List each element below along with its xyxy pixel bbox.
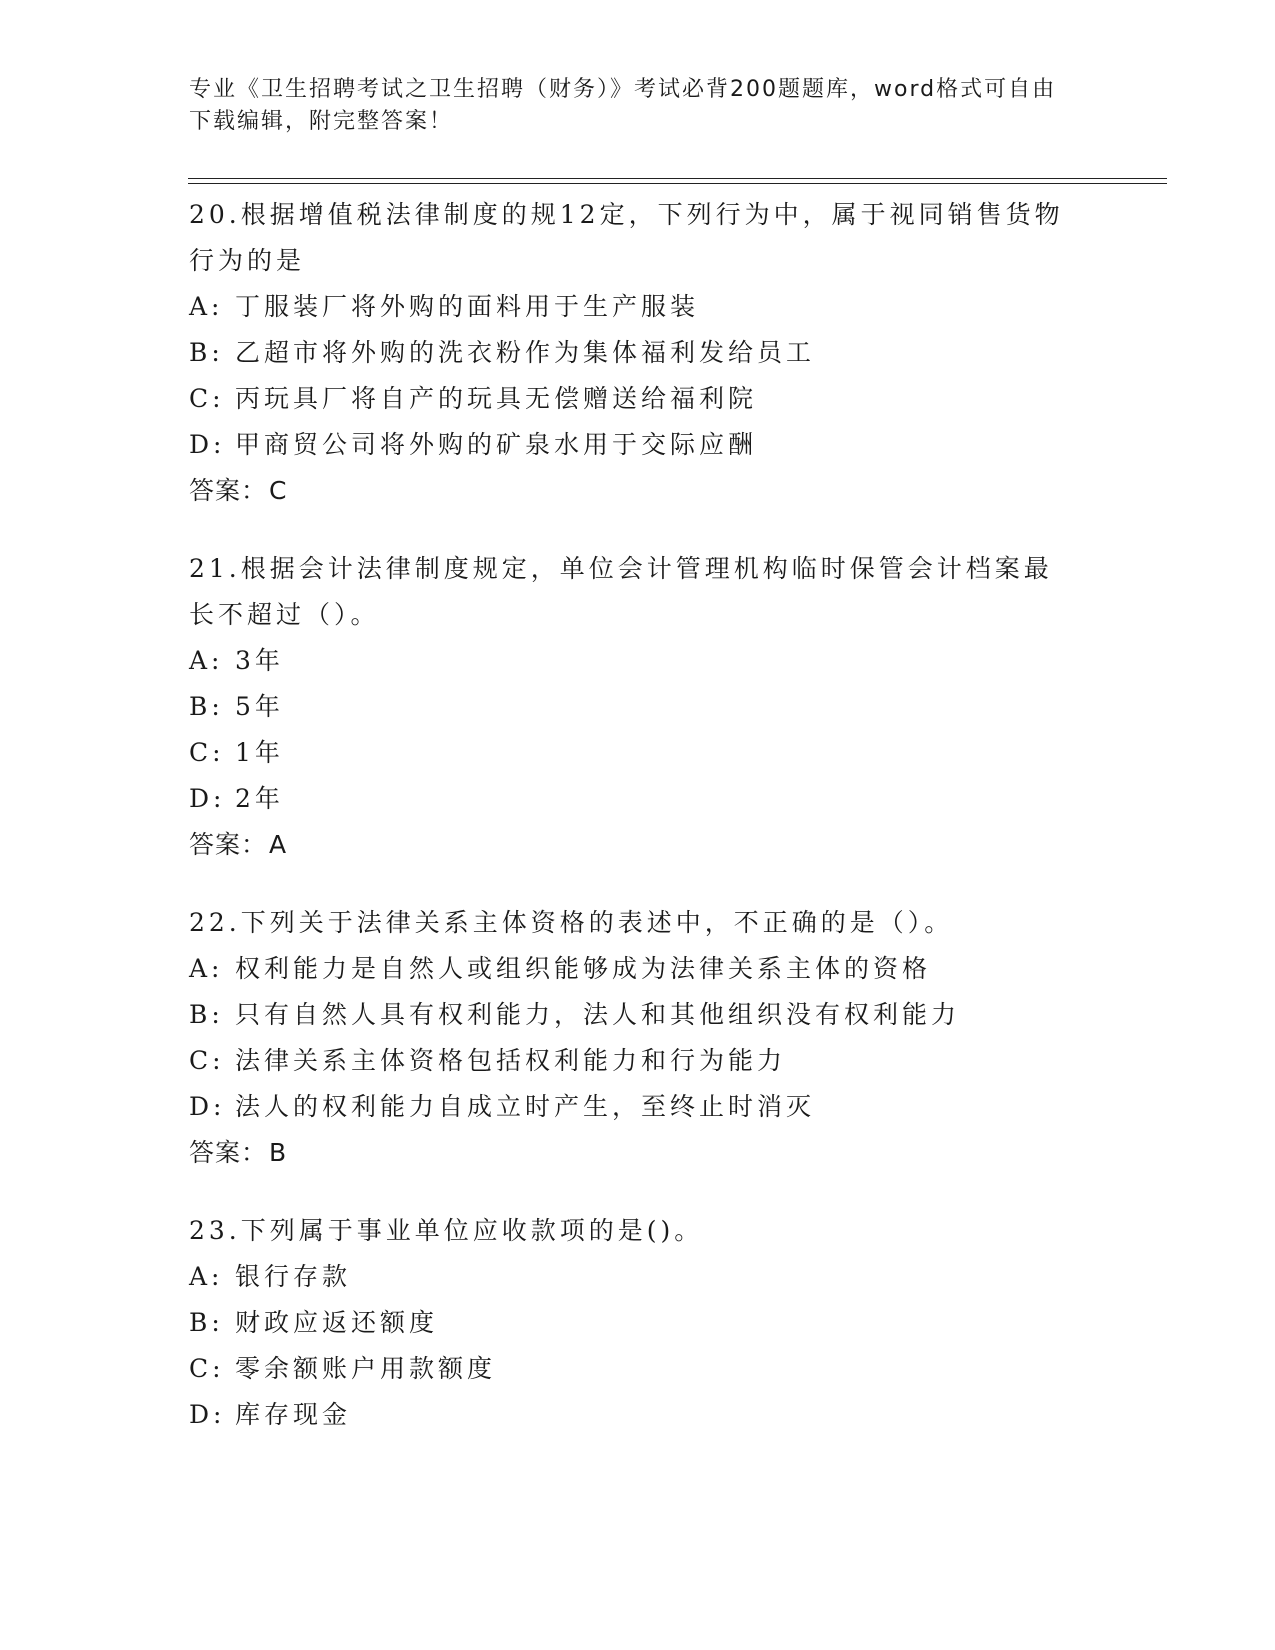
option-d bbox=[189, 1084, 1089, 1130]
option-key: C: bbox=[189, 384, 225, 413]
option-key: C: bbox=[189, 738, 225, 767]
option-key: B: bbox=[189, 1308, 224, 1337]
answer-line bbox=[189, 1130, 1089, 1176]
option-text: 库存现金 bbox=[235, 1400, 352, 1429]
option-d bbox=[189, 1392, 1089, 1438]
option-text: 乙超市将外购的洗衣粉作为集体福利发给员工 bbox=[235, 338, 816, 367]
option-key: D: bbox=[189, 1092, 226, 1121]
option-c bbox=[189, 1346, 1089, 1392]
document-header: 专业《卫生招聘考试之卫生招聘（财务）》考试必背200题题库，word格式可自由下载编辑，附完整答案！ bbox=[189, 77, 1057, 134]
option-text: 财政应返还额度 bbox=[235, 1308, 439, 1337]
option-text: 零余额账户用款额度 bbox=[235, 1354, 497, 1383]
option-key: C: bbox=[189, 1354, 225, 1383]
option-key: A: bbox=[189, 292, 224, 321]
option-key: D: bbox=[189, 784, 226, 813]
option-c bbox=[189, 376, 1089, 422]
answer-value: B bbox=[269, 1138, 288, 1167]
option-c bbox=[189, 730, 1089, 776]
option-b bbox=[189, 330, 1089, 376]
option-text: 甲商贸公司将外购的矿泉水用于交际应酬 bbox=[235, 430, 758, 459]
option-a bbox=[189, 284, 1089, 330]
answer-label: 答案： bbox=[189, 1138, 268, 1167]
option-d bbox=[189, 422, 1089, 468]
option-text: 1年 bbox=[235, 738, 284, 767]
question-20 bbox=[189, 192, 1089, 514]
option-text: 2年 bbox=[235, 784, 284, 813]
question-22 bbox=[189, 900, 1089, 1176]
option-text: 银行存款 bbox=[235, 1262, 352, 1291]
option-text: 丙玩具厂将自产的玩具无偿赠送给福利院 bbox=[235, 384, 758, 413]
option-key: B: bbox=[189, 1000, 224, 1029]
option-b bbox=[189, 992, 1089, 1038]
question-stem: 21.根据会计法律制度规定，单位会计管理机构临时保管会计档案最长不超过（）。 bbox=[189, 554, 1053, 629]
question-stem: 20.根据增值税法律制度的规12定，下列行为中，属于视同销售货物行为的是 bbox=[189, 200, 1064, 275]
option-a bbox=[189, 638, 1089, 684]
answer-label: 答案： bbox=[189, 476, 268, 505]
question-21 bbox=[189, 546, 1089, 868]
answer-line bbox=[189, 468, 1089, 514]
option-text: 丁服装厂将外购的面料用于生产服装 bbox=[235, 292, 700, 321]
answer-label: 答案： bbox=[189, 830, 268, 859]
answer-value: A bbox=[269, 830, 288, 859]
option-b bbox=[189, 1300, 1089, 1346]
option-text: 权利能力是自然人或组织能够成为法律关系主体的资格 bbox=[235, 954, 932, 983]
option-key: D: bbox=[189, 430, 226, 459]
option-key: A: bbox=[189, 1262, 224, 1291]
option-a bbox=[189, 946, 1089, 992]
question-stem: 22.下列关于法律关系主体资格的表述中，不正确的是（）。 bbox=[189, 908, 954, 937]
header-rule-bottom bbox=[188, 183, 1167, 184]
option-c bbox=[189, 1038, 1089, 1084]
option-text: 只有自然人具有权利能力，法人和其他组织没有权利能力 bbox=[235, 1000, 961, 1029]
option-key: C: bbox=[189, 1046, 225, 1075]
option-key: B: bbox=[189, 338, 224, 367]
option-text: 法律关系主体资格包括权利能力和行为能力 bbox=[235, 1046, 787, 1075]
option-key: D: bbox=[189, 1400, 226, 1429]
option-text: 法人的权利能力自成立时产生，至终止时消灭 bbox=[235, 1092, 816, 1121]
question-list bbox=[189, 192, 1089, 1470]
option-key: B: bbox=[189, 692, 224, 721]
question-stem: 23.下列属于事业单位应收款项的是()。 bbox=[189, 1216, 704, 1245]
option-d bbox=[189, 776, 1089, 822]
option-text: 3年 bbox=[235, 646, 284, 675]
option-key: A: bbox=[189, 646, 224, 675]
header-rule-top bbox=[188, 178, 1167, 179]
answer-value: C bbox=[269, 476, 288, 505]
answer-line bbox=[189, 822, 1089, 868]
option-a bbox=[189, 1254, 1089, 1300]
question-23 bbox=[189, 1208, 1089, 1438]
option-text: 5年 bbox=[235, 692, 284, 721]
option-key: A: bbox=[189, 954, 224, 983]
option-b bbox=[189, 684, 1089, 730]
